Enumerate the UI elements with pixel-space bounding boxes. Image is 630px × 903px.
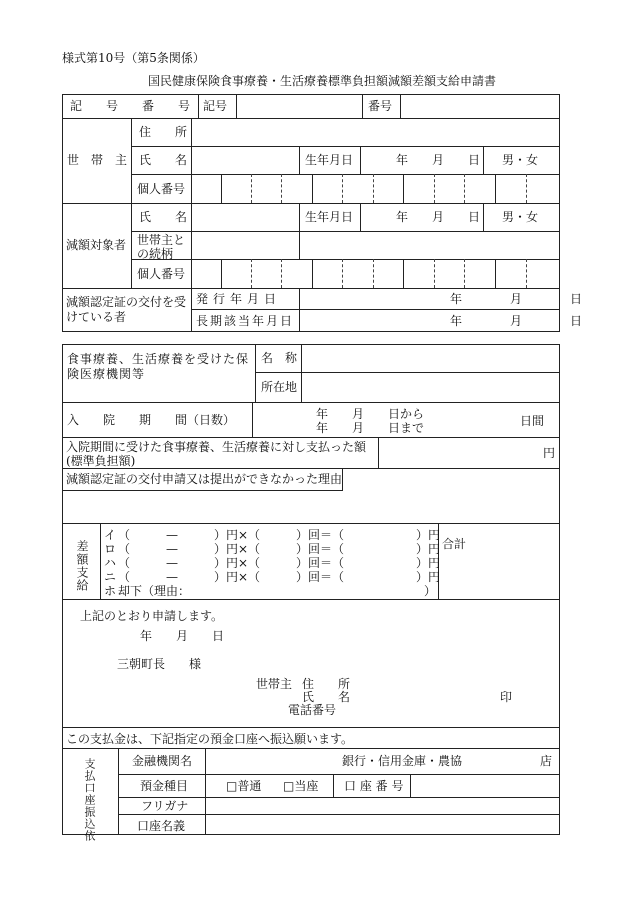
amount-paid-unit: 円 <box>543 446 556 460</box>
applicant-phone-label: 電話番号 <box>288 703 337 717</box>
deposit-normal-checkbox[interactable]: □普通 <box>226 779 262 793</box>
expiry-date-value[interactable]: 年 月 日 <box>450 314 583 328</box>
household-personal-number-grid[interactable] <box>191 174 560 203</box>
difference-row-ho[interactable]: 却下（理由： ） <box>118 584 437 598</box>
reason-label: 減額認定証の交付申請又は提出ができなかった理由 <box>66 472 343 486</box>
account-number-label: 口 座 番 号 <box>344 779 404 793</box>
difference-row-ni[interactable]: （ — ）円×（ ）回＝（ ）円 <box>118 570 441 584</box>
household-birth-value[interactable]: 年 月 日 <box>396 153 481 167</box>
subject-name-field[interactable] <box>192 204 298 230</box>
bango-field[interactable] <box>401 95 559 117</box>
seal-mark: 印 <box>500 690 513 704</box>
difference-row-i[interactable]: （ — ）円×（ ）回＝（ ）円 <box>118 528 441 542</box>
application-statement: 上記のとおり申請します。 <box>80 609 224 623</box>
household-name-label: 氏 名 <box>139 153 188 167</box>
subject-label: 減額対象者 <box>66 238 127 252</box>
difference-label: 差額支給 <box>75 540 89 592</box>
subject-gender[interactable]: 男・女 <box>502 210 539 224</box>
household-address-label: 住 所 <box>139 125 188 139</box>
difference-row-ho-mark: ホ <box>104 584 117 598</box>
household-gender[interactable]: 男・女 <box>502 153 539 167</box>
institution-name-label: 名 称 <box>261 351 298 365</box>
amount-paid-label: 入院期間に受けた食事療養、生活療養に対し支払った額(標準負担額) <box>66 440 367 468</box>
subject-relation-label: 世帯主との続柄 <box>137 233 186 261</box>
household-name-field[interactable] <box>192 147 298 173</box>
subject-name-label: 氏 名 <box>139 210 188 224</box>
applicant-label: 世帯主 <box>256 677 293 691</box>
hospitalization-to[interactable]: 年 月 日まで <box>316 421 425 435</box>
subject-birth-label: 生年月日 <box>305 210 354 224</box>
institution-label: 食事療養、生活療養を受けた保険医療機関等 <box>67 352 250 381</box>
deposit-type-label: 預金種目 <box>140 779 189 793</box>
deposit-current-checkbox[interactable]: □当座 <box>283 779 319 793</box>
certificate-label: 減額認定証の交付を受けている者 <box>66 295 187 324</box>
furigana-label: フリガナ <box>141 799 189 813</box>
institution-location-field[interactable] <box>302 373 559 401</box>
issue-date-value[interactable]: 年 月 日 <box>450 292 583 306</box>
institution-name-field[interactable] <box>302 345 559 371</box>
reason-field[interactable] <box>63 492 559 522</box>
application-date[interactable]: 年 月 日 <box>140 629 225 643</box>
subject-birth-value[interactable]: 年 月 日 <box>396 210 481 224</box>
difference-total-field[interactable] <box>439 555 559 598</box>
difference-row-ha-mark: ハ <box>104 556 117 570</box>
account-number-field[interactable] <box>411 775 559 796</box>
difference-row-ha[interactable]: （ — ）円×（ ）回＝（ ）円 <box>118 556 441 570</box>
bank-institution-types[interactable]: 銀行・信用金庫・農協 <box>342 754 463 768</box>
furigana-field[interactable] <box>206 798 559 813</box>
issue-date-label: 発行年月日 <box>196 292 282 306</box>
hospitalization-from[interactable]: 年 月 日から <box>316 407 425 421</box>
account-name-field[interactable] <box>206 815 559 834</box>
hospitalization-days[interactable]: 日間 <box>520 414 545 428</box>
household-address-field[interactable] <box>192 119 559 145</box>
account-name-label: 口座名義 <box>137 819 186 833</box>
difference-row-i-mark: イ <box>104 528 117 542</box>
applicant-address-label: 住 所 <box>302 677 351 691</box>
symbol-number-label: 記 号 番 号 <box>70 99 191 113</box>
difference-row-ro[interactable]: （ — ）円×（ ）回＝（ ）円 <box>118 542 441 556</box>
subject-personal-number-grid[interactable] <box>191 259 560 288</box>
bank-branch-label: 店 <box>540 754 553 768</box>
subject-personal-number-label: 個人番号 <box>137 267 186 281</box>
kigo-label: 記号 <box>203 99 228 113</box>
household-personal-number-label: 個人番号 <box>137 182 186 196</box>
applicant-name-label: 氏 名 <box>302 690 351 704</box>
difference-total-label: 合計 <box>442 537 467 551</box>
bank-section-label: 支払口座振込依 <box>83 758 96 842</box>
amount-paid-field[interactable] <box>379 438 539 467</box>
bango-label: 番号 <box>368 99 393 113</box>
form-number: 様式第10号（第5条関係） <box>62 51 205 65</box>
page-title: 国民健康保険食事療養・生活療養標準負担額減額差額支給申請書 <box>148 74 497 88</box>
institution-location-label: 所在地 <box>261 380 298 394</box>
difference-row-ro-mark: ロ <box>104 542 117 556</box>
difference-row-ni-mark: ニ <box>104 570 117 584</box>
household-birth-label: 生年月日 <box>305 153 354 167</box>
hospitalization-label: 入 院 期 間（日数） <box>67 413 236 427</box>
subject-relation-field[interactable] <box>300 232 559 258</box>
addressee: 三朝町長 様 <box>117 657 202 671</box>
bank-institution-label: 金融機関名 <box>132 754 193 768</box>
household-label: 世 帯 主 <box>67 153 128 167</box>
expiry-date-label: 長期該当年月日 <box>196 314 295 328</box>
bank-notice: この支払金は、下記指定の預金口座へ振込願います。 <box>66 732 354 746</box>
kigo-field[interactable] <box>237 95 361 117</box>
